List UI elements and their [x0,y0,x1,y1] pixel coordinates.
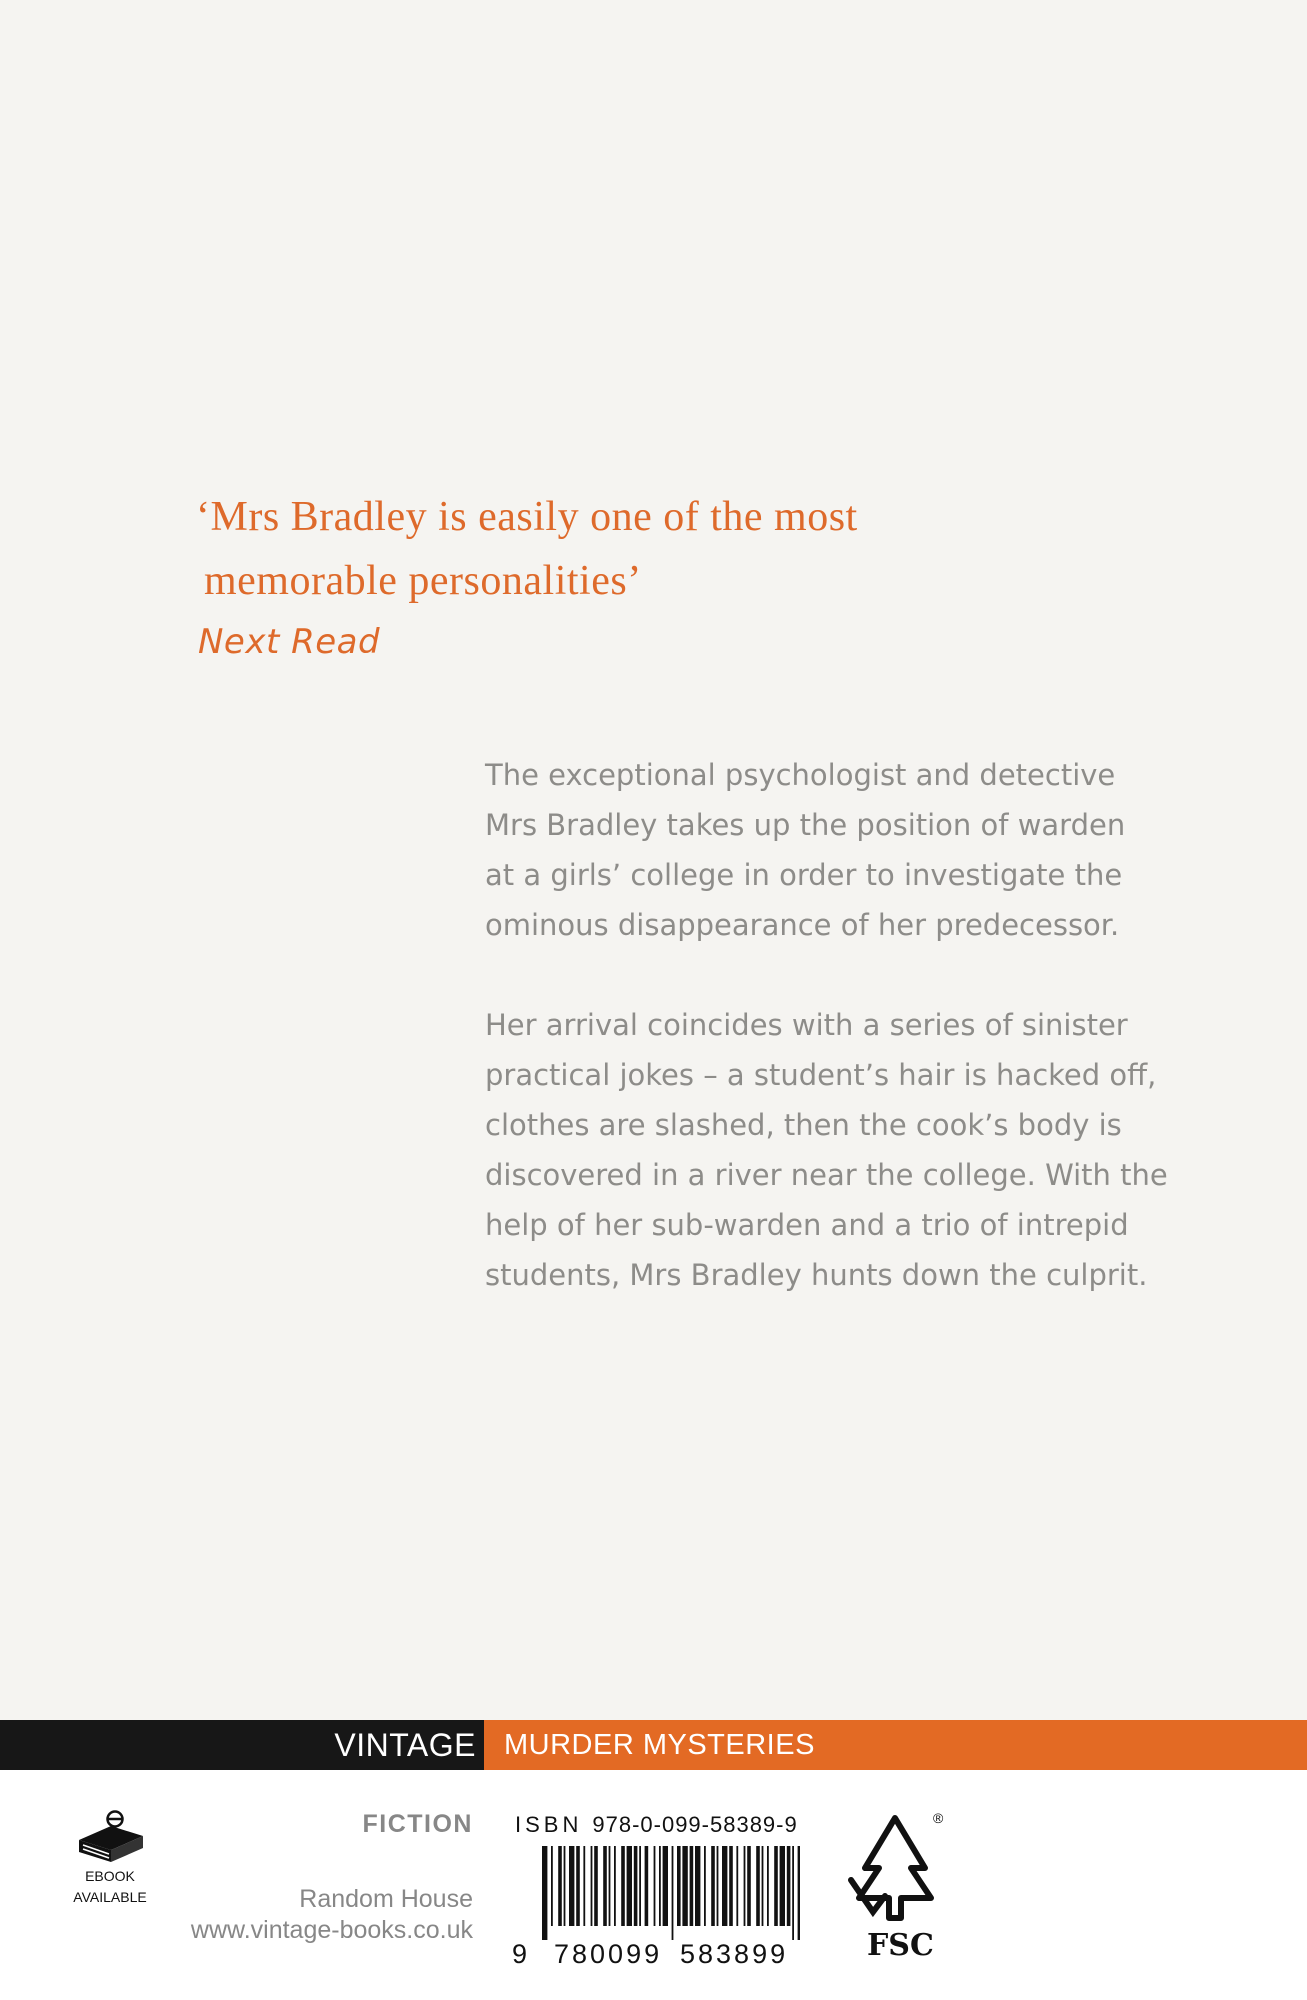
barcode-bar [729,1846,733,1926]
barcode-bar [591,1846,593,1926]
barcode-bar [654,1846,656,1926]
barcode-bar [576,1846,580,1926]
series-band [0,1720,1307,1770]
fsc-logo [845,1810,945,1963]
blurb-line: at a girls’ college in order to investigate the [485,858,1123,892]
barcode-bar [722,1846,727,1926]
quote-source: Next Read [198,622,381,662]
barcode-bar [621,1846,625,1926]
barcode-bar [569,1846,574,1926]
barcode-bar [609,1846,611,1926]
isbn-label: ISBN [515,1812,583,1837]
barcode-bar [704,1846,706,1926]
barcode-bar [564,1846,566,1926]
barcode-first-digit: 9 [512,1939,528,1969]
barcode-bar [682,1846,687,1926]
ebook-label-line-1: EBOOK [85,1868,135,1884]
barcode-bar [594,1846,598,1926]
ebook-book-icon [73,1810,147,1864]
barcode-bar [672,1846,674,1940]
blurb-line: practical jokes – a student’s hair is hacked off, [485,1058,1157,1092]
blurb-line: discovered in a river near the college. With the [485,1158,1168,1192]
blurb-line: help of her sub-warden and a trio of intrepid [485,1208,1129,1242]
barcode-bar [756,1846,760,1926]
publisher-name: Random House [299,1885,473,1913]
barcode-bar [627,1846,632,1926]
barcode-bar [780,1846,785,1926]
review-quote [196,485,956,613]
blurb-line: clothes are slashed, then the cook’s body is [485,1108,1122,1142]
barcode-bar [767,1846,769,1926]
barcode-digits-right: 583899 [680,1939,789,1969]
barcode-bar [558,1846,562,1926]
imprint-label: VINTAGE [334,1726,476,1763]
barcode-digits-left: 780099 [554,1939,663,1969]
fsc-label: FSC [867,1928,934,1963]
quote-line-1: ‘Mrs Bradley is easily one of the most [196,494,858,540]
barcode-bar [583,1846,585,1926]
barcode-bar [711,1846,715,1926]
barcode-bar [542,1846,547,1940]
fsc-registered-mark: ® [933,1810,944,1826]
book-blurb [485,750,1205,1300]
barcode-bar [762,1846,764,1926]
series-label: MURDER MYSTERIES [484,1720,1307,1770]
barcode-bar [736,1846,738,1926]
category-label: FICTION [362,1810,473,1838]
barcode-bar [695,1846,700,1926]
barcode-bar [639,1846,641,1926]
fsc-tree-icon [845,1810,945,1930]
blurb-line: students, Mrs Bradley hunts down the culprit. [485,1258,1148,1292]
quote-line-2: memorable personalities’ [204,558,642,604]
barcode-bar [787,1846,791,1926]
isbn-text [515,1812,798,1838]
barcode-bar [774,1846,778,1926]
barcode-bar [690,1846,694,1926]
barcode-bar [614,1846,616,1926]
barcode-bar [792,1846,794,1940]
barcode-bar [663,1846,668,1926]
barcode-bar [551,1846,553,1926]
blurb-line: The exceptional psychologist and detective [485,758,1116,792]
barcode-bar [798,1846,800,1940]
blurb-line: Her arrival coincides with a series of sinister [485,1008,1128,1042]
publisher-website[interactable]: www.vintage-books.co.uk [190,1916,473,1944]
barcode-bar [645,1846,649,1926]
barcode-bar [603,1846,607,1926]
barcode-bar [744,1846,746,1926]
back-cover-footer [0,1770,1307,2000]
paragraph-gap [485,950,1205,1000]
isbn-value: 978-0-099-58389-9 [592,1812,798,1837]
barcode-bar [717,1846,719,1926]
blurb-line: ominous disappearance of her predecessor. [485,908,1120,942]
isbn-barcode [538,1846,804,1940]
ebook-badge [60,1810,160,1908]
barcode-bar [659,1846,661,1926]
ebook-label-line-2: AVAILABLE [73,1889,147,1905]
barcode-bar [634,1846,638,1926]
barcode-bar [677,1846,681,1926]
barcode-bar [747,1846,751,1926]
blurb-line: Mrs Bradley takes up the position of warden [485,808,1126,842]
